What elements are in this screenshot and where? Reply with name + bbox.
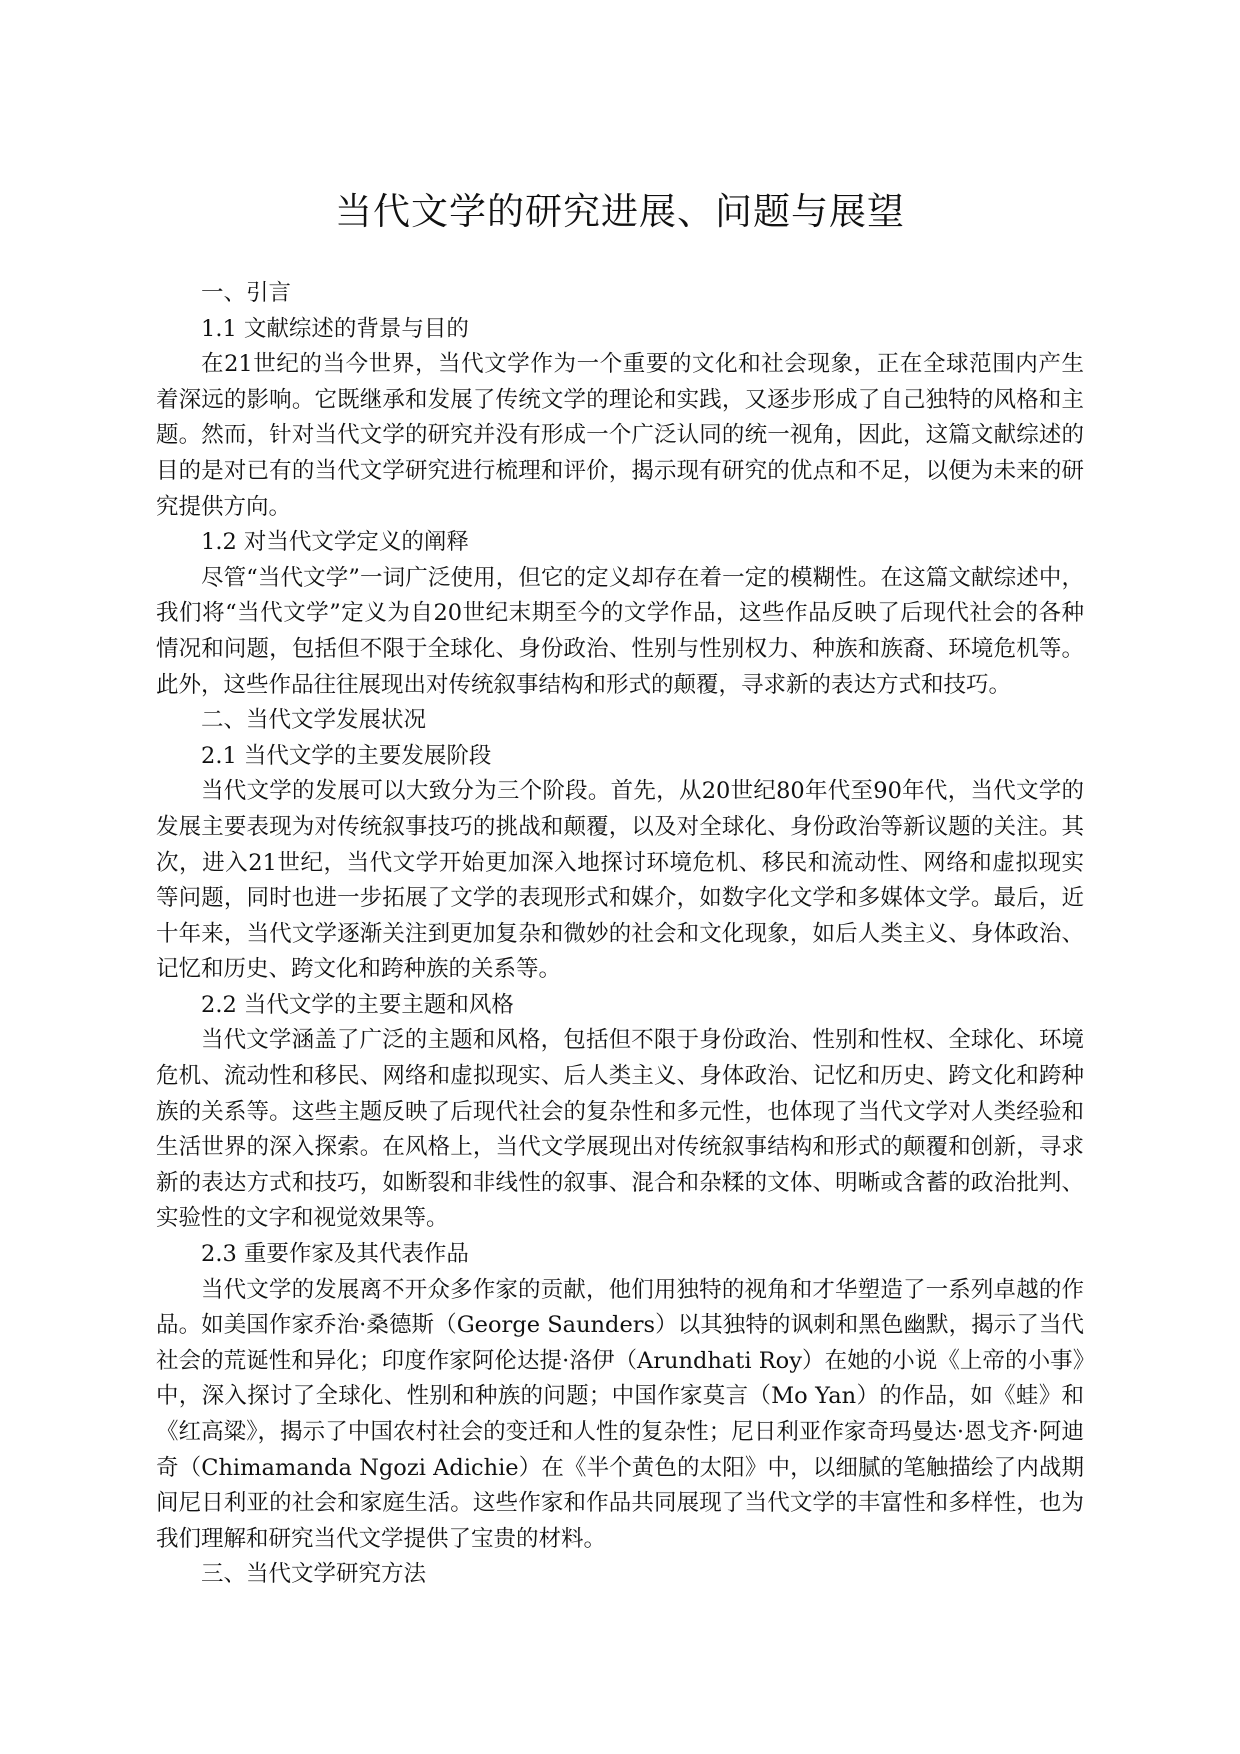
section-heading-development: 二、当代文学发展状况	[201, 707, 427, 734]
subsection-heading-2-1: 2.1 当代文学的主要发展阶段	[201, 742, 492, 769]
subsection-heading-1-1: 1.1 文献综述的背景与目的	[201, 315, 469, 342]
subsection-heading-2-3: 2.3 重要作家及其代表作品	[201, 1241, 469, 1268]
subsection-heading-1-2: 1.2 对当代文学定义的阐释	[201, 529, 469, 556]
paragraph-2-3: 当代文学的发展离不开众多作家的贡献，他们用独特的视角和才华塑造了一系列卓越的作品。如美国作家乔治·桑德斯（George Saunders）以其独特的讽刺和黑色幽默，揭示了当代社会的荒诞性和异化；印度作家阿伦达提·洛伊（Arundhati Roy）在她的小说《上帝的小事》中，深入探讨了全球化、性别和种族的问题；中国作家莫言（Mo Yan）的作品，如《蛙》和《红高粱》，揭示了中国农村社会的变迁和人性的复杂性；尼日利亚作家奇玛曼达·恩戈齐·阿迪奇（Chimamanda Ngozi Adichie）在《半个黄色的太阳》中，以细腻的笔触描绘了内战期间尼日利亚的社会和家庭生活。这些作家和作品共同展现了当代文学的丰富性和多样性，也为我们理解和研究当代文学提供了宝贵的材料。	[156, 1276, 1084, 1552]
paragraph-2-2: 当代文学涵盖了广泛的主题和风格，包括但不限于身份政治、性别和性权、全球化、环境危机、流动性和移民、网络和虚拟现实、后人类主义、身体政治、记忆和历史、跨文化和跨种族的关系等。这些主题反映了后现代社会的复杂性和多元性，也体现了当代文学对人类经验和生活世界的深入探索。在风格上，当代文学展现出对传统叙事结构和形式的颠覆和创新，寻求新的表达方式和技巧，如断裂和非线性的叙事、混合和杂糅的文体、明晰或含蓄的政治批判、实验性的文字和视觉效果等。	[156, 1027, 1084, 1232]
document-body	[156, 276, 1084, 1593]
subsection-heading-2-2: 2.2 当代文学的主要主题和风格	[201, 991, 514, 1018]
section-heading-intro: 一、引言	[201, 280, 292, 306]
paragraph-1-2: 尽管“当代文学”一词广泛使用，但它的定义却存在着一定的模糊性。在这篇文献综述中，我们将“当代文学”定义为自20世纪末期至今的文学作品，这些作品反映了后现代社会的各种情况和问题，包括但不限于全球化、身份政治、性别与性别权力、种族和族裔、环境危机等。此外，这些作品往往展现出对传统叙事结构和形式的颠覆，寻求新的表达方式和技巧。	[156, 564, 1084, 698]
paragraph-2-1: 当代文学的发展可以大致分为三个阶段。首先，从20世纪80年代至90年代，当代文学的发展主要表现为对传统叙事技巧的挑战和颠覆，以及对全球化、身份政治等新议题的关注。其次，进入21世纪，当代文学开始更加深入地探讨环境危机、移民和流动性、网络和虚拟现实等问题，同时也进一步拓展了文学的表现形式和媒介，如数字化文学和多媒体文学。最后，近十年来，当代文学逐渐关注到更加复杂和微妙的社会和文化现象，如后人类主义、身体政治、记忆和历史、跨文化和跨种族的关系等。	[156, 778, 1084, 983]
section-heading-methods: 三、当代文学研究方法	[201, 1561, 427, 1588]
document-title: 当代文学的研究进展、问题与展望	[335, 190, 905, 233]
paragraph-1-1: 在21世纪的当今世界，当代文学作为一个重要的文化和社会现象，正在全球范围内产生着深远的影响。它既继承和发展了传统文学的理论和实践，又逐步形成了自己独特的风格和主题。然而，针对当代文学的研究并没有形成一个广泛认同的统一视角，因此，这篇文献综述的目的是对已有的当代文学研究进行梳理和评价，揭示现有研究的优点和不足，以便为未来的研究提供方向。	[156, 351, 1084, 520]
